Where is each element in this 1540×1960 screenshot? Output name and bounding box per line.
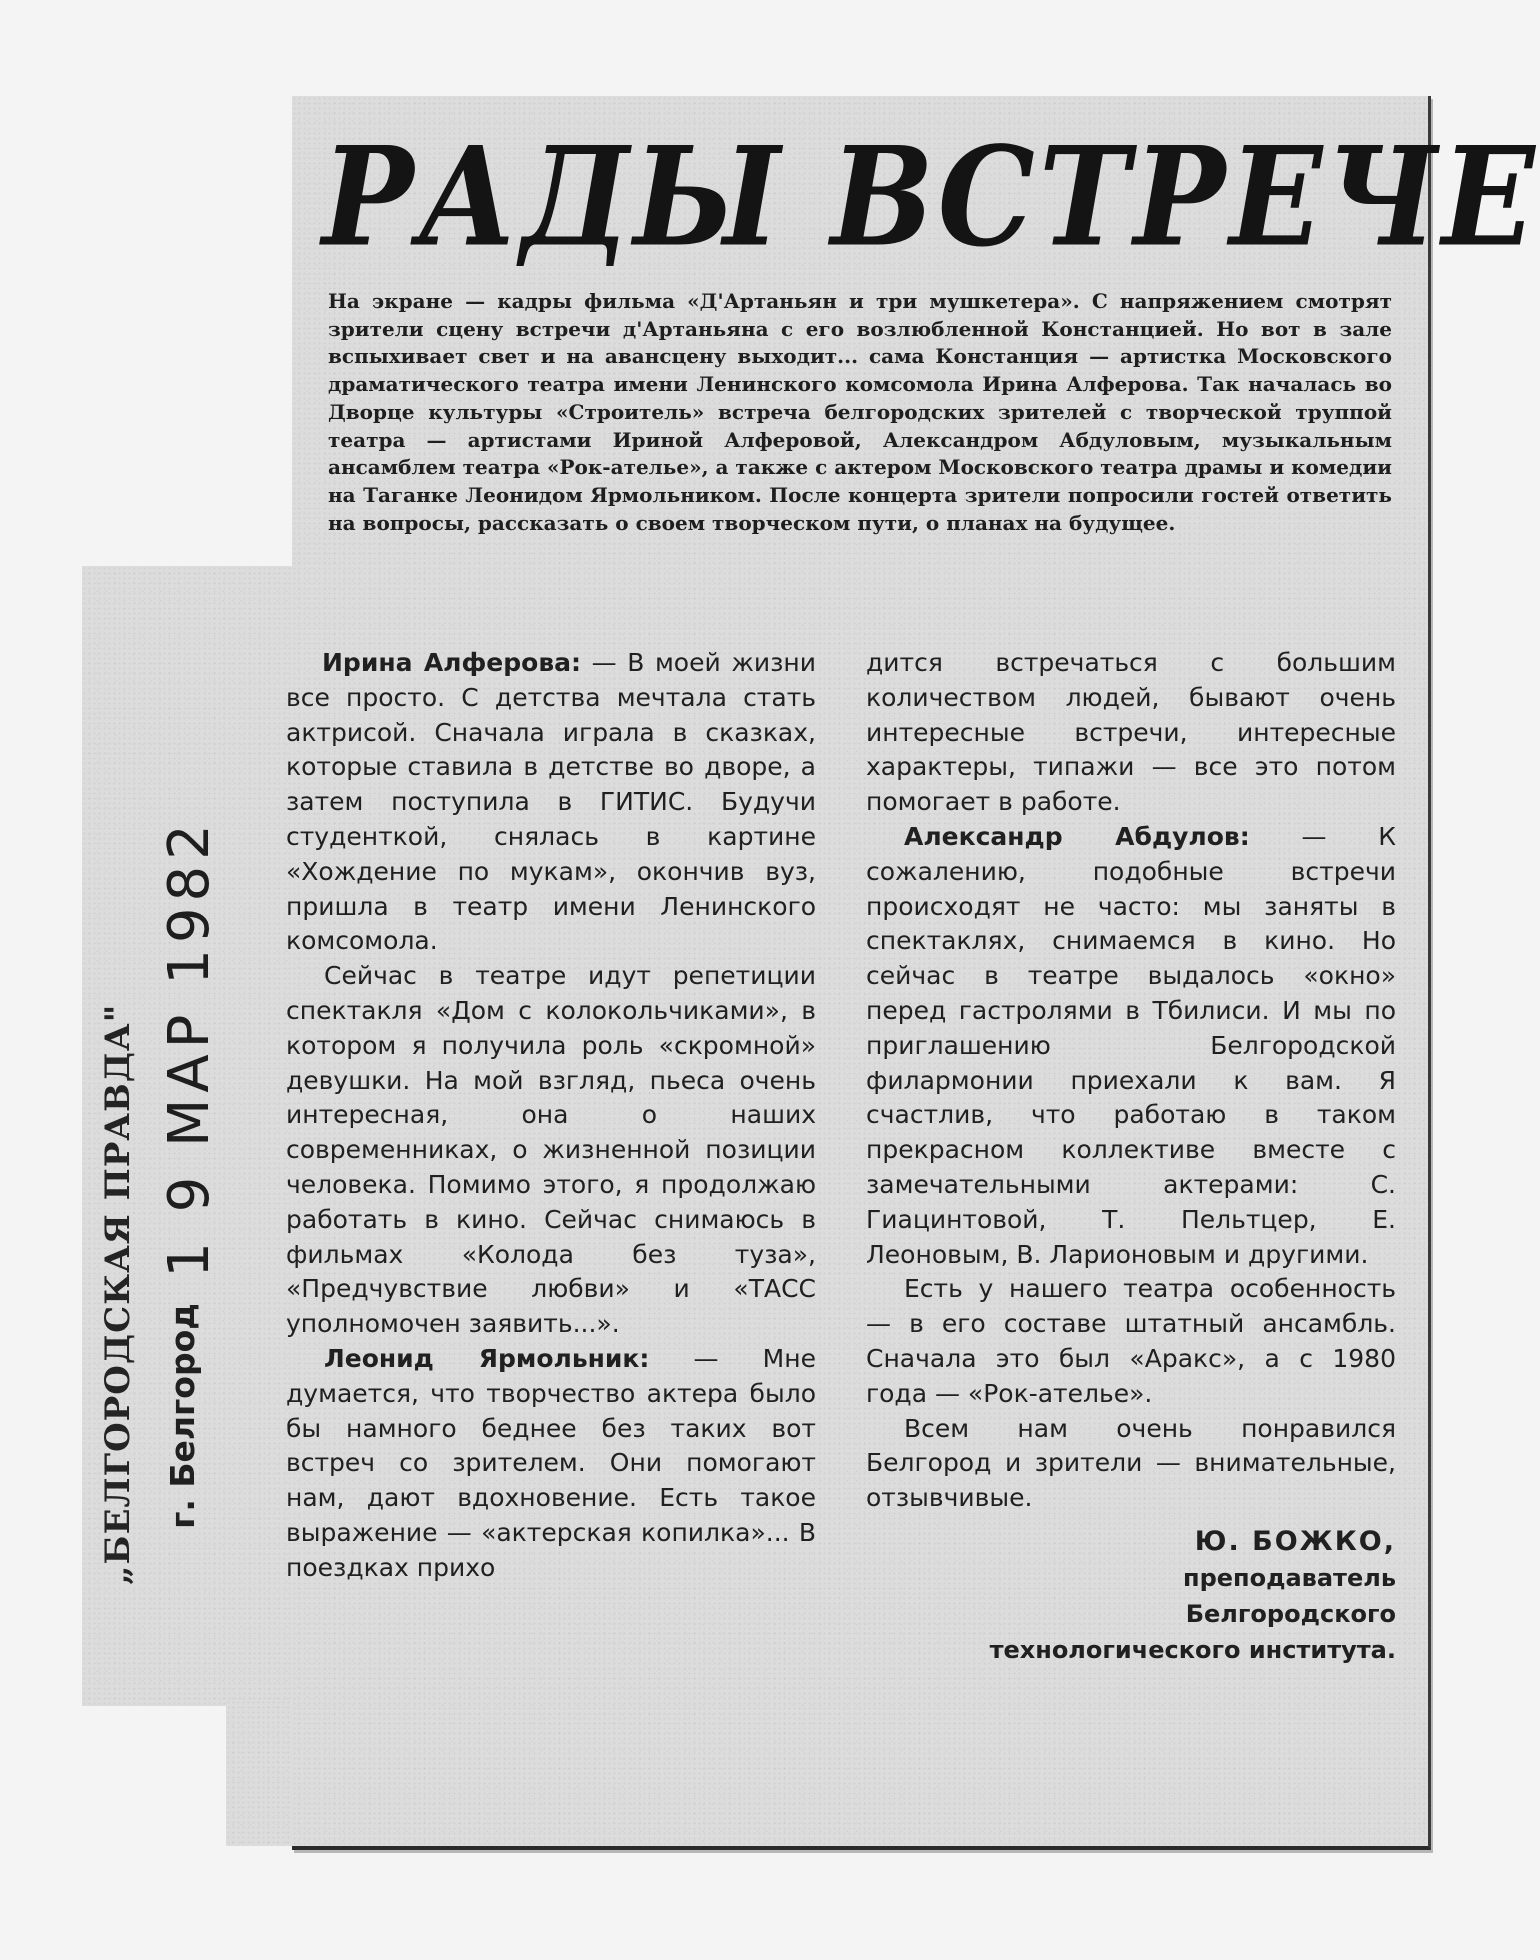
paragraph-abdulov-3: Всем нам очень понравился Белгород и зрители — внимательные, отзывчивые. <box>866 1413 1396 1513</box>
speaker-abdulov: Александр Абдулов: <box>904 821 1250 851</box>
paragraph-alferova-1 <box>286 646 816 959</box>
author-title-line-1: преподаватель <box>1182 1563 1396 1592</box>
article-lead: На экране — кадры фильма «Д'Артаньян и три мушкетера». С напряжением смотрят зрители сцену встречи д'Артаньяна с его возлюбленной Констанцией. Но вот в зале вспыхивает свет и на авансцену выходит... сама Констанция — артистка Московского драматического театра имени Ленинского комсомола Ирина Алферова. Так началась во Дворце культуры «Строитель» встреча белгородских зрителей с творческой труппой театра — артистами Ириной Алферовой, Александром Абдуловым, музыкальным ансамблем театра «Рок-ателье», а также с актером Московского театра драмы и комедии на Таганке Леонидом Ярмольником. После концерта зрители попросили гостей ответить на вопросы, рассказать о своем творческом пути, о планах на будущее. <box>328 289 1392 535</box>
paragraph-abdulov-1 <box>866 820 1396 1272</box>
alferova-text-1: — В моей жизни все просто. С детства мечтала стать актрисой. Сначала играла в сказках, которые ставила в детстве во дворе, а затем поступила в ГИТИС. Будучи студенткой, снялась в картине «Хождение по мукам», окончив вуз, пришла в театр имени Ленинского комсомола. <box>286 648 816 956</box>
article-headline: РАДЫ ВСТРЕЧЕ <box>322 115 1539 278</box>
paragraph-alferova-2: Сейчас в театре идут репетиции спектакля «Дом с колокольчиками», в котором я получила роль «скромной» девушки. На мой взгляд, пьеса очень интересная, она о наших современниках, о жизненной позиции человека. Помимо этого, я продолжаю работать в кино. Сейчас снимаюсь в фильмах «Колода без туза», «Предчувствие любви» и «ТАСС уполномочен заявить...». <box>286 961 816 1339</box>
date-stamp: 1 9 МАР 1982 <box>157 818 222 1278</box>
paragraph-yarmolnik-1 <box>286 1342 816 1586</box>
article-column-right <box>866 646 1396 1668</box>
yarmolnik-text-1: — Мне думается, что творчество актера было бы намного беднее без таких вот встреч со зрителем. Они помогают нам, дают вдохновение. Есть такое выражение — «актерская копилка»... В поездках прихо <box>286 1343 816 1582</box>
speaker-yarmolnik: Леонид Ярмольник: <box>324 1343 650 1373</box>
speaker-alferova: Ирина Алферова: <box>322 648 582 677</box>
city-stamp: г. Белгород <box>163 1303 202 1529</box>
paragraph-yarmolnik-continued: дится встречаться с большим количеством людей, бывают очень интересные встречи, интересные характеры, типажи — все это потом помогает в работе. <box>866 648 1396 817</box>
newspaper-name-stamp: „БЕЛГОРОДСКАЯ ПРАВДА" <box>98 1003 138 1585</box>
author-title-line-2: Белгородского <box>1185 1599 1396 1628</box>
author-name: Ю. БОЖКО, <box>1194 1525 1396 1557</box>
article-column-left <box>286 646 816 1586</box>
author-title-line-3: технологического института. <box>989 1635 1396 1664</box>
abdulov-text-1: — К сожалению, подобные встречи происходят не часто: мы заняты в спектаклях, снимаемся в кино. Но сейчас в театре выдалось «окно» перед гастролями в Тбилиси. И мы по приглашению Белгородской филармонии приехали к вам. Я счастлив, что работаю в таком прекрасном коллективе вместе с замечательными актерами: С. Гиацинтовой, Т. Пельтцер, Е. Леоновым, В. Ларионовым и другими. <box>866 821 1396 1269</box>
author-signature <box>866 1524 1396 1668</box>
paragraph-abdulov-2: Есть у нашего театра особенность — в его составе штатный ансамбль. Сначала это был «Аракс», а с 1980 года — «Рок-ателье». <box>866 1274 1396 1408</box>
